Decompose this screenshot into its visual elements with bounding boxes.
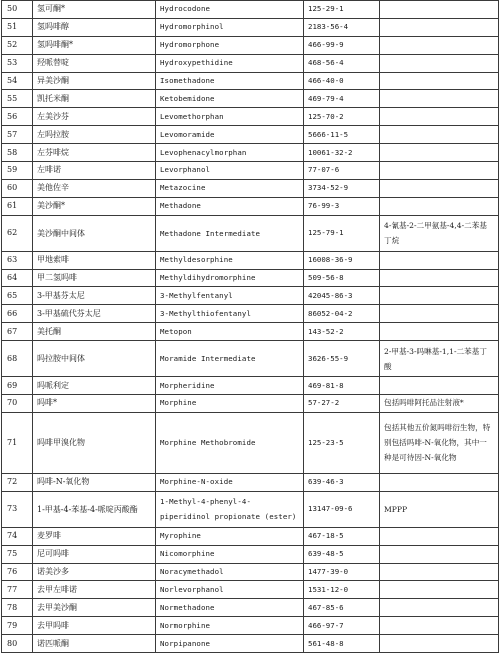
- english-name-cell: Morphine: [156, 395, 304, 413]
- remarks-cell: [380, 126, 499, 144]
- chinese-name-cell: 吗哌利定: [33, 377, 156, 395]
- chinese-name-cell: 吗拉胺中间体: [33, 341, 156, 377]
- chinese-name-cell: 氢可酮*: [33, 1, 156, 19]
- chinese-name-cell: 尼可吗啡: [33, 545, 156, 563]
- english-name-cell: Nicomorphine: [156, 545, 304, 563]
- chinese-name-cell: 麦罗啡: [33, 527, 156, 545]
- table-row: [2, 126, 499, 144]
- table-row: [2, 18, 499, 36]
- english-name-cell: Levophenacylmorphan: [156, 144, 304, 162]
- remarks-cell: [380, 581, 499, 599]
- table-row: [2, 635, 499, 653]
- remarks-cell: MPPP: [380, 491, 499, 527]
- row-number-cell: 71: [2, 412, 33, 473]
- row-number-cell: 76: [2, 563, 33, 581]
- cas-number-cell: 42045-86-3: [304, 287, 380, 305]
- row-number-cell: 78: [2, 599, 33, 617]
- english-name-cell: Metopon: [156, 323, 304, 341]
- english-name-cell: Norpipanone: [156, 635, 304, 653]
- cas-number-cell: 13147-09-6: [304, 491, 380, 527]
- english-name-cell: Normorphine: [156, 617, 304, 635]
- remarks-cell: 2-甲基-3-吗啉基-1,1-二苯基丁酸: [380, 341, 499, 377]
- row-number-cell: 52: [2, 36, 33, 54]
- cas-number-cell: 468-56-4: [304, 54, 380, 72]
- table-row: [2, 491, 499, 527]
- row-number-cell: 77: [2, 581, 33, 599]
- cas-number-cell: 3734-52-9: [304, 179, 380, 197]
- cas-number-cell: 1477-39-0: [304, 563, 380, 581]
- row-number-cell: 59: [2, 162, 33, 180]
- chinese-name-cell: 诺美沙多: [33, 563, 156, 581]
- cas-number-cell: 467-18-5: [304, 527, 380, 545]
- table-row: [2, 269, 499, 287]
- remarks-cell: [380, 18, 499, 36]
- chinese-name-cell: 美托酮: [33, 323, 156, 341]
- cas-number-cell: 76-99-3: [304, 197, 380, 215]
- cas-number-cell: 469-79-4: [304, 90, 380, 108]
- row-number-cell: 56: [2, 108, 33, 126]
- row-number-cell: 68: [2, 341, 33, 377]
- row-number-cell: 54: [2, 72, 33, 90]
- remarks-cell: [380, 36, 499, 54]
- remarks-cell: [380, 635, 499, 653]
- cas-number-cell: 125-23-5: [304, 412, 380, 473]
- cas-number-cell: 466-97-7: [304, 617, 380, 635]
- table-row: [2, 323, 499, 341]
- chinese-name-cell: 美他佐辛: [33, 179, 156, 197]
- row-number-cell: 79: [2, 617, 33, 635]
- english-name-cell: Moramide Intermediate: [156, 341, 304, 377]
- remarks-cell: 包括吗啡阿托品注射液*: [380, 395, 499, 413]
- english-name-cell: Isomethadone: [156, 72, 304, 90]
- remarks-cell: [380, 251, 499, 269]
- remarks-cell: [380, 323, 499, 341]
- table-row: [2, 599, 499, 617]
- table-row: [2, 144, 499, 162]
- chinese-name-cell: 左吗拉胺: [33, 126, 156, 144]
- table-row: [2, 617, 499, 635]
- english-name-cell: Methyldihydromorphine: [156, 269, 304, 287]
- cas-number-cell: 57-27-2: [304, 395, 380, 413]
- table-row: [2, 581, 499, 599]
- row-number-cell: 73: [2, 491, 33, 527]
- english-name-cell: Levorphanol: [156, 162, 304, 180]
- cas-number-cell: 466-99-9: [304, 36, 380, 54]
- remarks-cell: [380, 377, 499, 395]
- table-row: [2, 72, 499, 90]
- chinese-name-cell: 吗啡*: [33, 395, 156, 413]
- chinese-name-cell: 去甲吗啡: [33, 617, 156, 635]
- chinese-name-cell: 吗啡-N-氧化物: [33, 473, 156, 491]
- chinese-name-cell: 甲地索啡: [33, 251, 156, 269]
- chinese-name-cell: 3-甲基芬太尼: [33, 287, 156, 305]
- english-name-cell: Morphine-N-oxide: [156, 473, 304, 491]
- cas-number-cell: 466-40-0: [304, 72, 380, 90]
- remarks-cell: [380, 1, 499, 19]
- cas-number-cell: 86052-04-2: [304, 305, 380, 323]
- english-name-cell: Ketobemidone: [156, 90, 304, 108]
- row-number-cell: 55: [2, 90, 33, 108]
- remarks-cell: [380, 90, 499, 108]
- row-number-cell: 70: [2, 395, 33, 413]
- table-row: [2, 90, 499, 108]
- table-row: [2, 473, 499, 491]
- table-row: [2, 545, 499, 563]
- cas-number-cell: 10061-32-2: [304, 144, 380, 162]
- english-name-cell: Normethadone: [156, 599, 304, 617]
- table-row: [2, 197, 499, 215]
- chinese-name-cell: 左美沙芬: [33, 108, 156, 126]
- remarks-cell: [380, 144, 499, 162]
- chinese-name-cell: 左啡诺: [33, 162, 156, 180]
- row-number-cell: 51: [2, 18, 33, 36]
- chinese-name-cell: 美沙酮中间体: [33, 215, 156, 251]
- table-row: [2, 395, 499, 413]
- table-row: [2, 1, 499, 19]
- cas-number-cell: 469-81-8: [304, 377, 380, 395]
- row-number-cell: 80: [2, 635, 33, 653]
- remarks-cell: [380, 179, 499, 197]
- cas-number-cell: 467-85-6: [304, 599, 380, 617]
- english-name-cell: Levomoramide: [156, 126, 304, 144]
- row-number-cell: 61: [2, 197, 33, 215]
- remarks-cell: [380, 617, 499, 635]
- cas-number-cell: 5666-11-5: [304, 126, 380, 144]
- remarks-cell: 4-氰基-2-二甲氨基-4,4-二苯基丁烷: [380, 215, 499, 251]
- remarks-cell: [380, 563, 499, 581]
- remarks-cell: 包括其他五价氮吗啡衍生物，特别包括吗啡-N-氧化物，其中一种是可待因-N-氧化物: [380, 412, 499, 473]
- row-number-cell: 69: [2, 377, 33, 395]
- english-name-cell: Hydroxypethidine: [156, 54, 304, 72]
- english-name-cell: 1-Methyl-4-phenyl-4-piperidinol propionate (ester): [156, 491, 304, 527]
- remarks-cell: [380, 269, 499, 287]
- english-name-cell: Norlevorphanol: [156, 581, 304, 599]
- row-number-cell: 75: [2, 545, 33, 563]
- row-number-cell: 67: [2, 323, 33, 341]
- row-number-cell: 63: [2, 251, 33, 269]
- cas-number-cell: 509-56-8: [304, 269, 380, 287]
- remarks-cell: [380, 287, 499, 305]
- cas-number-cell: 77-07-6: [304, 162, 380, 180]
- chinese-name-cell: 左芬啡烷: [33, 144, 156, 162]
- english-name-cell: Methyldesorphine: [156, 251, 304, 269]
- chinese-name-cell: 诺匹哌酮: [33, 635, 156, 653]
- table-row: [2, 179, 499, 197]
- row-number-cell: 65: [2, 287, 33, 305]
- table-row: [2, 412, 499, 473]
- table-row: [2, 162, 499, 180]
- remarks-cell: [380, 162, 499, 180]
- remarks-cell: [380, 72, 499, 90]
- table-row: [2, 305, 499, 323]
- english-name-cell: Hydrocodone: [156, 1, 304, 19]
- remarks-cell: [380, 599, 499, 617]
- english-name-cell: Morphine Methobromide: [156, 412, 304, 473]
- table-row: [2, 215, 499, 251]
- chinese-name-cell: 去甲美沙酮: [33, 599, 156, 617]
- chinese-name-cell: 凯托米酮: [33, 90, 156, 108]
- english-name-cell: Metazocine: [156, 179, 304, 197]
- row-number-cell: 72: [2, 473, 33, 491]
- chinese-name-cell: 吗啡甲溴化物: [33, 412, 156, 473]
- row-number-cell: 66: [2, 305, 33, 323]
- row-number-cell: 50: [2, 1, 33, 19]
- cas-number-cell: 125-29-1: [304, 1, 380, 19]
- table-row: [2, 527, 499, 545]
- row-number-cell: 58: [2, 144, 33, 162]
- table-row: [2, 563, 499, 581]
- cas-number-cell: 3626-55-9: [304, 341, 380, 377]
- chinese-name-cell: 1-甲基-4-苯基-4-哌啶丙酸酯: [33, 491, 156, 527]
- chinese-name-cell: 去甲左啡诺: [33, 581, 156, 599]
- row-number-cell: 74: [2, 527, 33, 545]
- english-name-cell: Hydromorphone: [156, 36, 304, 54]
- row-number-cell: 64: [2, 269, 33, 287]
- chinese-name-cell: 羟哌替啶: [33, 54, 156, 72]
- row-number-cell: 53: [2, 54, 33, 72]
- english-name-cell: Hydromorphinol: [156, 18, 304, 36]
- english-name-cell: Noracymethadol: [156, 563, 304, 581]
- remarks-cell: [380, 197, 499, 215]
- table-row: [2, 341, 499, 377]
- english-name-cell: Morpheridine: [156, 377, 304, 395]
- remarks-cell: [380, 545, 499, 563]
- english-name-cell: Levomethorphan: [156, 108, 304, 126]
- chinese-name-cell: 美沙酮*: [33, 197, 156, 215]
- cas-number-cell: 561-48-8: [304, 635, 380, 653]
- cas-number-cell: 125-70-2: [304, 108, 380, 126]
- table-row: [2, 54, 499, 72]
- table-row: [2, 108, 499, 126]
- cas-number-cell: 639-46-3: [304, 473, 380, 491]
- table-row: [2, 377, 499, 395]
- english-name-cell: Myrophine: [156, 527, 304, 545]
- english-name-cell: Methadone: [156, 197, 304, 215]
- row-number-cell: 62: [2, 215, 33, 251]
- row-number-cell: 60: [2, 179, 33, 197]
- remarks-cell: [380, 473, 499, 491]
- english-name-cell: 3-Methylfentanyl: [156, 287, 304, 305]
- cas-number-cell: 16008-36-9: [304, 251, 380, 269]
- narcotic-drug-table: [1, 0, 499, 653]
- chinese-name-cell: 甲二氢吗啡: [33, 269, 156, 287]
- chinese-name-cell: 3-甲基硫代芬太尼: [33, 305, 156, 323]
- table-row: [2, 36, 499, 54]
- cas-number-cell: 639-48-5: [304, 545, 380, 563]
- english-name-cell: Methadone Intermediate: [156, 215, 304, 251]
- cas-number-cell: 143-52-2: [304, 323, 380, 341]
- remarks-cell: [380, 527, 499, 545]
- english-name-cell: 3-Methylthiofentanyl: [156, 305, 304, 323]
- remarks-cell: [380, 108, 499, 126]
- cas-number-cell: 1531-12-0: [304, 581, 380, 599]
- remarks-cell: [380, 305, 499, 323]
- row-number-cell: 57: [2, 126, 33, 144]
- table-row: [2, 287, 499, 305]
- chinese-name-cell: 异美沙酮: [33, 72, 156, 90]
- cas-number-cell: 2183-56-4: [304, 18, 380, 36]
- table-row: [2, 251, 499, 269]
- chinese-name-cell: 氢吗啡醇: [33, 18, 156, 36]
- chinese-name-cell: 氢吗啡酮*: [33, 36, 156, 54]
- remarks-cell: [380, 54, 499, 72]
- cas-number-cell: 125-79-1: [304, 215, 380, 251]
